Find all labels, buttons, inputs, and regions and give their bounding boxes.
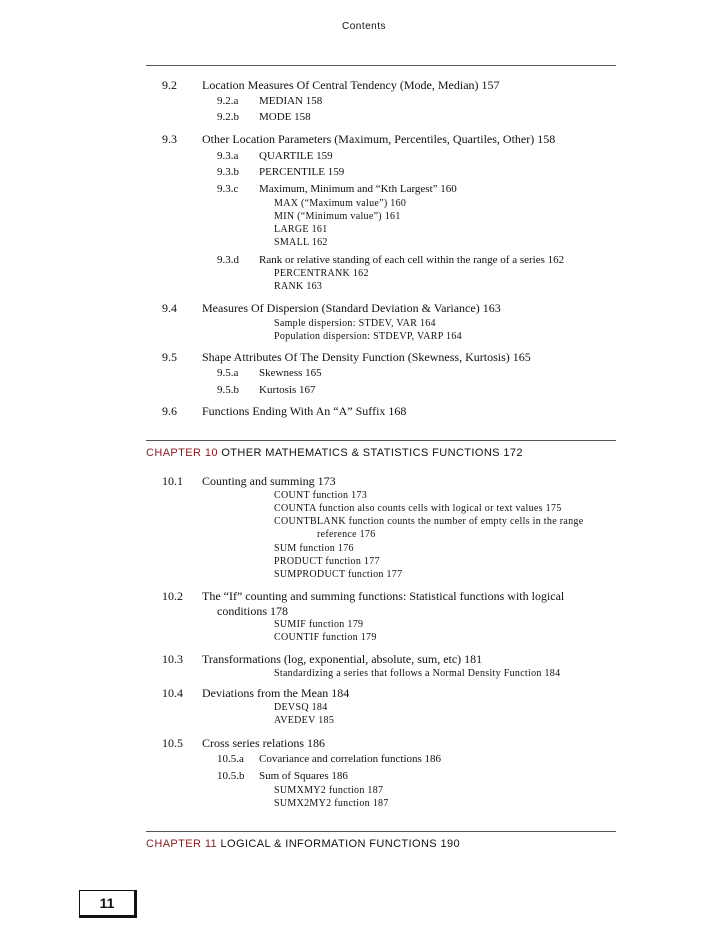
toc-section-link[interactable]: Other Location Parameters (Maximum, Percentiles, Quartiles, Other) 158: [202, 132, 556, 146]
toc-number: 9.3: [162, 132, 177, 146]
toc-number: 9.4: [162, 301, 177, 315]
toc-subsection-link[interactable]: Covariance and correlation functions 186: [259, 753, 442, 765]
toc-section-link[interactable]: Transformations (log, exponential, absolute, sum, etc) 181: [202, 652, 483, 666]
chapter-number: CHAPTER 10: [146, 447, 218, 459]
toc-item-link[interactable]: AVEDEV 185: [274, 715, 335, 726]
toc-number: 10.3: [162, 652, 183, 666]
chapter-title: LOGICAL & INFORMATION FUNCTIONS 190: [220, 838, 461, 850]
chapter-number: CHAPTER 11: [146, 838, 218, 850]
toc-section-link[interactable]: Functions Ending With An “A” Suffix 168: [202, 404, 407, 418]
toc-item-link[interactable]: RANK 163: [274, 281, 323, 292]
toc-item-link[interactable]: SMALL 162: [274, 237, 328, 248]
toc-item-link[interactable]: Population dispersion: STDEVP, VARP 164: [274, 331, 462, 342]
toc-subsection-link[interactable]: QUARTILE 159: [259, 150, 333, 162]
toc-item-link[interactable]: DEVSQ 184: [274, 702, 328, 713]
toc-number: 9.5.b: [217, 384, 239, 396]
toc-section-link[interactable]: Deviations from the Mean 184: [202, 686, 350, 700]
toc-number: 9.3.b: [217, 166, 239, 178]
toc-number: 10.5: [162, 736, 183, 750]
toc-number: 10.1: [162, 474, 183, 488]
toc-subsection-link[interactable]: MODE 158: [259, 111, 311, 123]
running-header: Contents: [341, 21, 387, 32]
page-number-box: 11: [79, 890, 137, 918]
toc-item-link[interactable]: Sample dispersion: STDEV, VAR 164: [274, 318, 436, 329]
toc-item-link[interactable]: COUNTBLANK function counts the number of empty cells in the range: [274, 516, 584, 527]
toc-item-link[interactable]: PERCENTRANK 162: [274, 268, 369, 279]
toc-subsection-link[interactable]: PERCENTILE 159: [259, 166, 345, 178]
toc-number: 10.4: [162, 686, 183, 700]
toc-item-link[interactable]: SUMPRODUCT function 177: [274, 569, 403, 580]
toc-item-link[interactable]: COUNT function 173: [274, 490, 367, 501]
toc-number: 9.3.d: [217, 254, 239, 266]
toc-number: 10.2: [162, 589, 183, 603]
toc-number: 9.3.c: [217, 183, 239, 195]
toc-section-continuation[interactable]: conditions 178: [217, 604, 288, 618]
toc-subsection-link[interactable]: MEDIAN 158: [259, 95, 323, 107]
toc-number: 9.3.a: [217, 150, 239, 162]
toc-number: 9.2.a: [217, 95, 239, 107]
toc-section-link[interactable]: Measures Of Dispersion (Standard Deviation & Variance) 163: [202, 301, 501, 315]
toc-subsection-link[interactable]: Sum of Squares 186: [259, 770, 348, 782]
toc-chapter-link[interactable]: [146, 447, 523, 459]
toc-subsection-link[interactable]: Skewness 165: [259, 367, 322, 379]
toc-number: 9.2.b: [217, 111, 239, 123]
toc-section-link[interactable]: Location Measures Of Central Tendency (Mode, Median) 157: [202, 78, 500, 92]
toc-subsection-link[interactable]: Kurtosis 167: [259, 384, 316, 396]
header-rule: [146, 65, 616, 66]
toc-number: 10.5.a: [217, 753, 244, 765]
toc-section-link[interactable]: Counting and summing 173: [202, 474, 336, 488]
toc-number: 9.5.a: [217, 367, 239, 379]
toc-chapter-link[interactable]: [146, 838, 460, 850]
toc-item-link[interactable]: Standardizing a series that follows a Normal Density Function 184: [274, 668, 561, 679]
toc-number: 9.5: [162, 350, 177, 364]
toc-item-continuation[interactable]: reference 176: [317, 529, 376, 540]
toc-item-link[interactable]: SUMIF function 179: [274, 619, 364, 630]
toc-item-link[interactable]: MIN (“Minimum value”) 161: [274, 211, 401, 222]
toc-item-link[interactable]: PRODUCT function 177: [274, 556, 380, 567]
toc-item-link[interactable]: COUNTA function also counts cells with logical or text values 175: [274, 503, 562, 514]
toc-number: 9.2: [162, 78, 177, 92]
toc-number: 9.6: [162, 404, 177, 418]
toc-item-link[interactable]: LARGE 161: [274, 224, 328, 235]
toc-item-link[interactable]: COUNTIF function 179: [274, 632, 377, 643]
toc-section-link[interactable]: Shape Attributes Of The Density Function (Skewness, Kurtosis) 165: [202, 350, 531, 364]
chapter-title: OTHER MATHEMATICS & STATISTICS FUNCTIONS 172: [221, 447, 523, 459]
toc-item-link[interactable]: SUMX2MY2 function 187: [274, 798, 389, 809]
toc-subsection-link[interactable]: Rank or relative standing of each cell within the range of a series 162: [259, 254, 565, 266]
toc-section-link[interactable]: The “If” counting and summing functions: Statistical functions with logical: [202, 589, 565, 603]
toc-subsection-link[interactable]: Maximum, Minimum and “Kth Largest” 160: [259, 183, 457, 195]
chapter-rule: [146, 831, 616, 832]
toc-section-link[interactable]: Cross series relations 186: [202, 736, 325, 750]
toc-number: 10.5.b: [217, 770, 245, 782]
chapter-rule: [146, 440, 616, 441]
toc-item-link[interactable]: MAX (“Maximum value”) 160: [274, 198, 407, 209]
toc-item-link[interactable]: SUM function 176: [274, 543, 354, 554]
toc-item-link[interactable]: SUMXMY2 function 187: [274, 785, 384, 796]
